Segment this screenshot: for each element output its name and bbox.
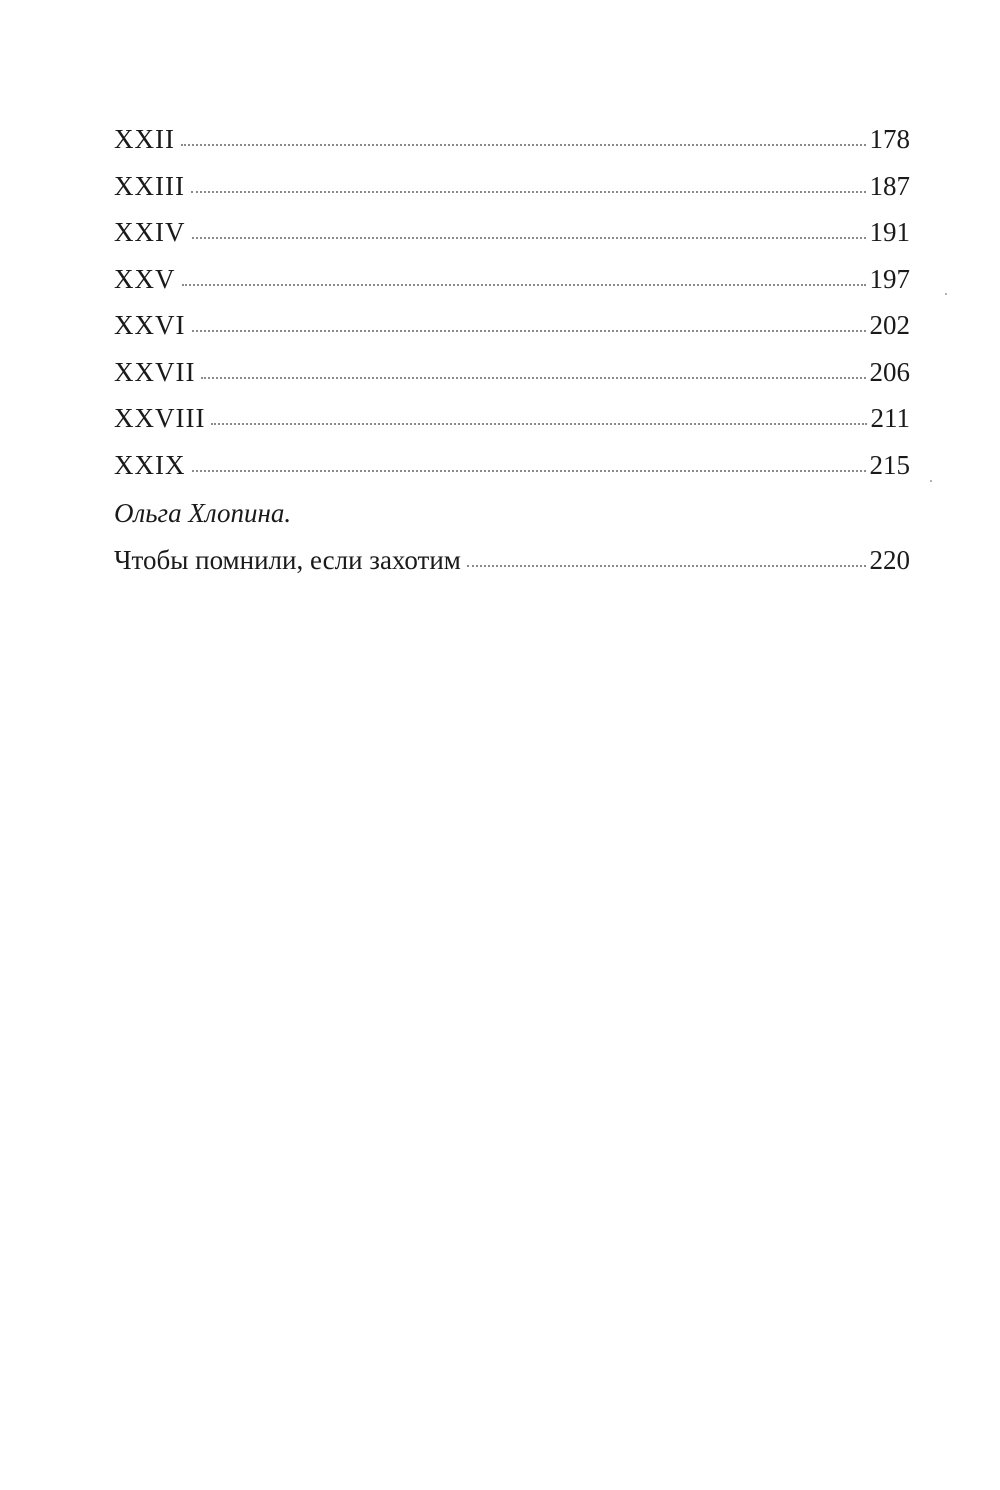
scan-speck <box>930 480 932 482</box>
chapter-label: XXV <box>114 263 176 294</box>
afterword-author: Ольга Хлопина. <box>114 498 292 528</box>
toc-entry <box>114 442 910 489</box>
toc-entry <box>114 163 910 210</box>
chapter-label: XXII <box>114 124 175 154</box>
dot-leader <box>192 330 866 332</box>
chapter-label: XXIX <box>114 449 186 480</box>
toc-entry <box>114 116 910 163</box>
toc-entry <box>114 209 910 256</box>
page-number: 215 <box>869 449 910 480</box>
toc-entry <box>114 256 910 303</box>
afterword-title: Чтобы помнили, если захотим <box>114 544 461 575</box>
page-number: 206 <box>869 356 910 387</box>
chapter-label: XXIII <box>114 170 185 201</box>
chapter-label: XXVIII <box>114 403 206 433</box>
page-number: 187 <box>869 170 910 201</box>
dot-leader <box>211 423 866 425</box>
table-of-contents <box>114 116 910 583</box>
dot-leader <box>467 565 866 567</box>
page-number: 211 <box>870 403 910 433</box>
toc-entry <box>114 349 910 396</box>
dot-leader <box>182 284 866 286</box>
scan-speck <box>945 293 947 295</box>
chapter-label: XXVII <box>114 356 196 387</box>
chapter-label: XXVI <box>114 310 186 340</box>
page-number: 202 <box>869 310 910 340</box>
page-number: 178 <box>869 124 910 154</box>
chapter-label: XXIV <box>114 217 186 247</box>
page-number: 220 <box>869 544 910 575</box>
dot-leader <box>192 237 866 239</box>
page-number: 197 <box>869 263 910 294</box>
dot-leader <box>191 191 866 193</box>
page-number: 191 <box>869 217 910 247</box>
toc-entry-afterword <box>114 537 910 584</box>
dot-leader <box>201 377 865 379</box>
toc-entry <box>114 395 910 442</box>
dot-leader <box>181 144 866 146</box>
dot-leader <box>192 470 866 472</box>
toc-entry <box>114 302 910 349</box>
